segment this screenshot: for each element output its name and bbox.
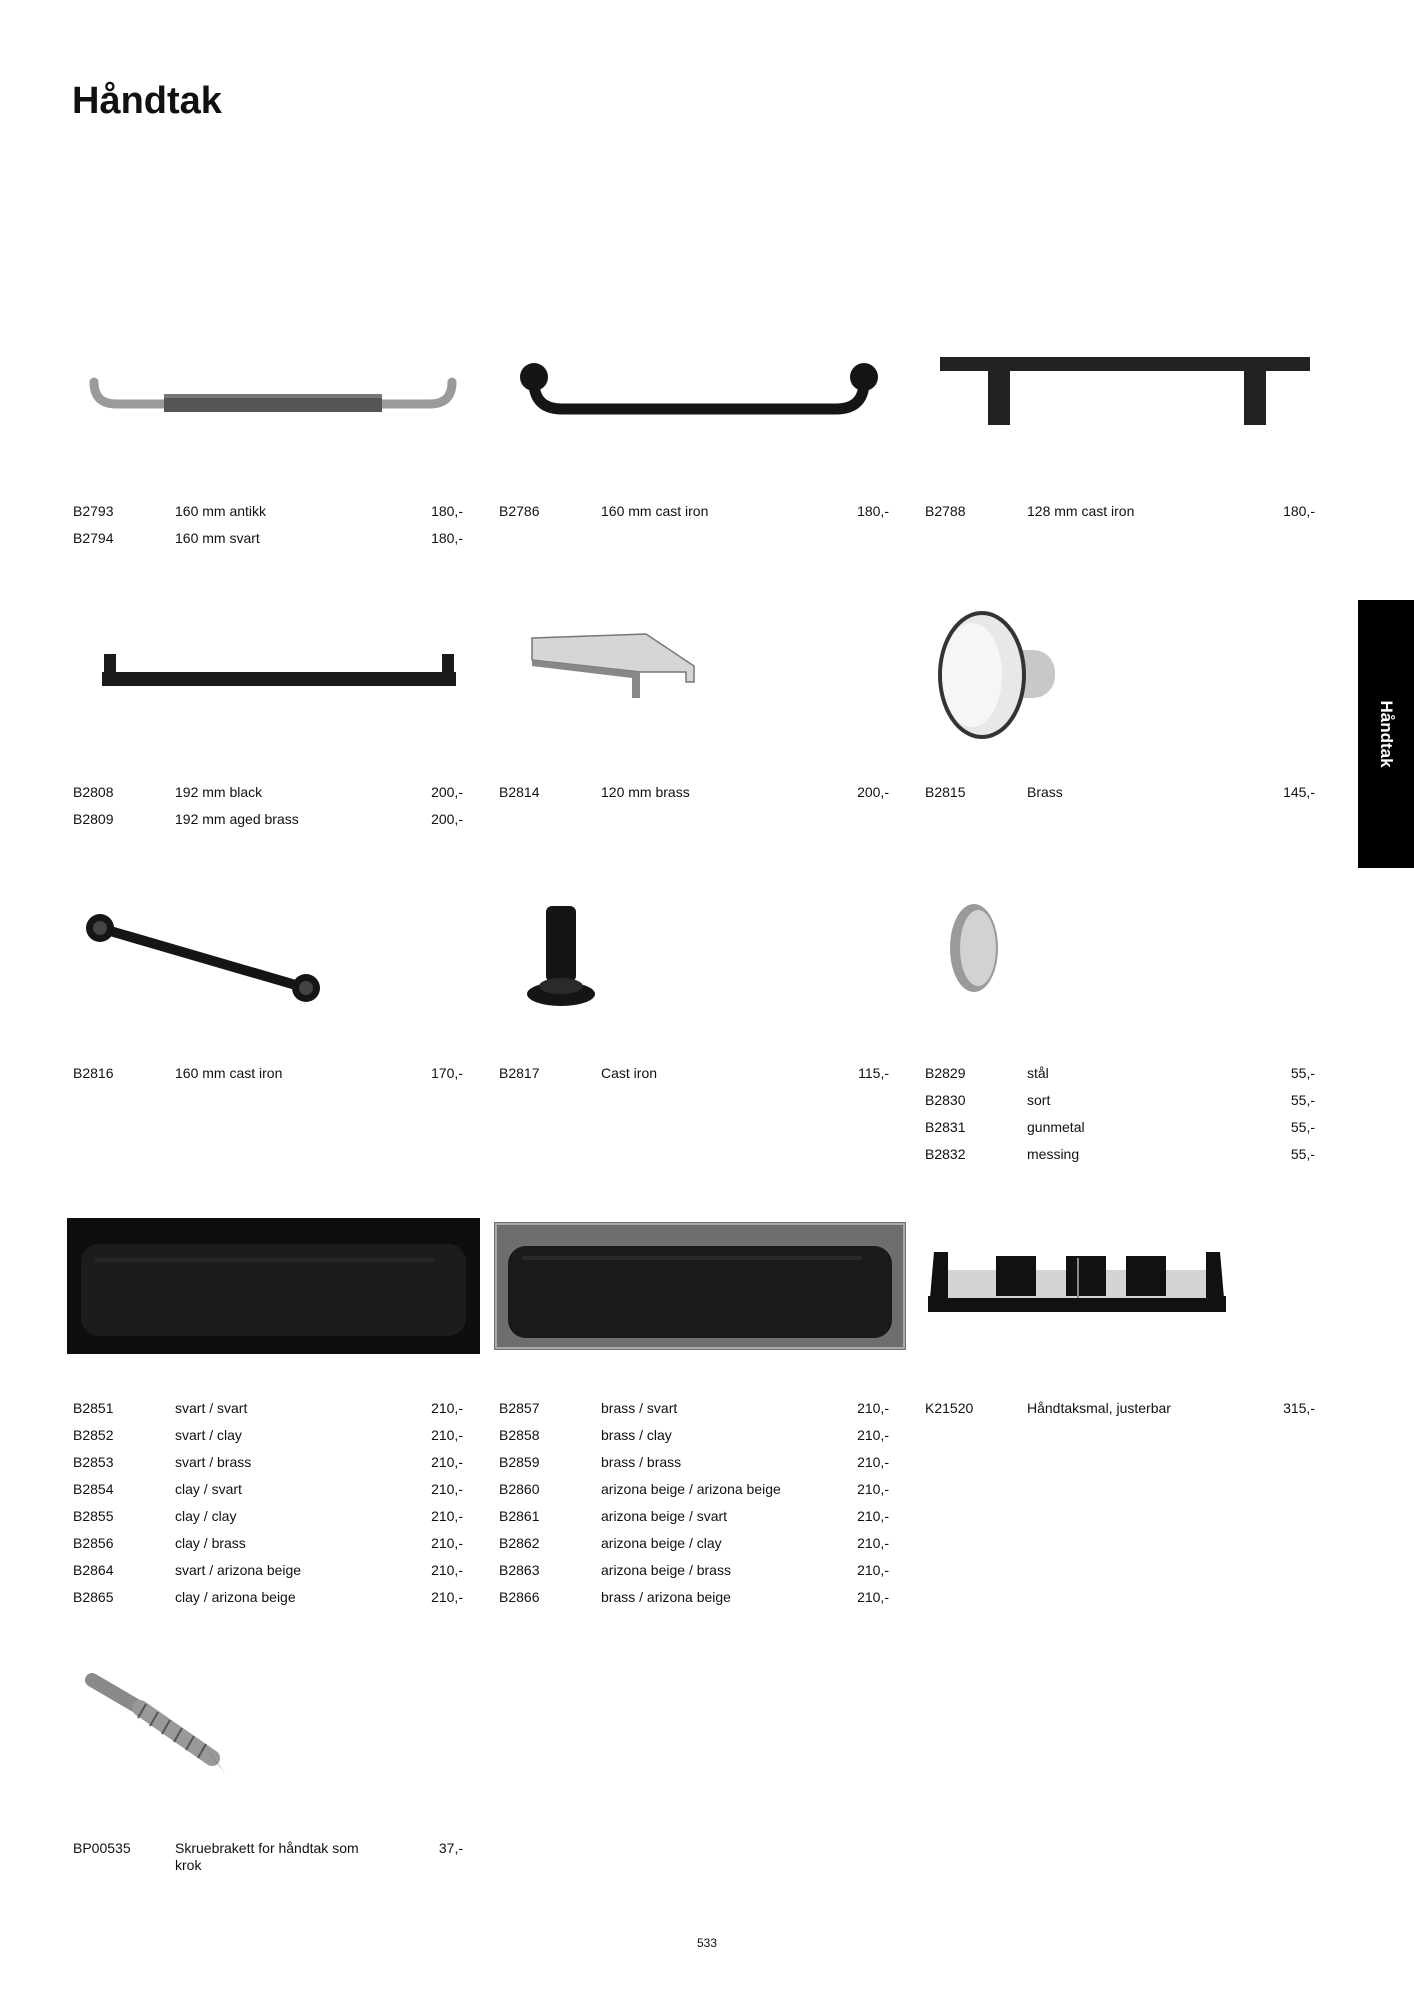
product-price: 170,- xyxy=(431,1065,463,1081)
product-description: Skruebrakett for håndtak som krok xyxy=(175,1840,359,1873)
product-code: B2815 xyxy=(925,784,966,800)
handle-b2814-image xyxy=(526,630,696,702)
product-code: B2859 xyxy=(499,1454,540,1470)
product-row xyxy=(73,1454,463,1481)
product-price: 210,- xyxy=(857,1481,889,1497)
product-code: B2858 xyxy=(499,1427,540,1443)
product-description: stål xyxy=(1027,1065,1049,1081)
product-price: 210,- xyxy=(857,1400,889,1416)
product-code: B2855 xyxy=(73,1508,114,1524)
product-description: clay / arizona beige xyxy=(175,1589,296,1605)
product-code: B2831 xyxy=(925,1119,966,1135)
product-row xyxy=(499,1535,889,1562)
product-list-b2786 xyxy=(499,503,889,530)
product-list-b2808 xyxy=(73,784,463,838)
product-description: svart / clay xyxy=(175,1427,242,1443)
product-row xyxy=(73,1427,463,1454)
product-code: B2793 xyxy=(73,503,114,519)
product-description: svart / svart xyxy=(175,1400,248,1416)
product-list-b2817 xyxy=(499,1065,889,1092)
handle-b2788-image xyxy=(938,355,1312,427)
product-row xyxy=(925,1065,1315,1092)
product-price: 210,- xyxy=(857,1508,889,1524)
handle-b2793-image xyxy=(86,360,460,420)
product-row xyxy=(499,1481,889,1508)
product-description: arizona beige / svart xyxy=(601,1508,728,1524)
product-price: 210,- xyxy=(857,1454,889,1470)
product-description: Brass xyxy=(1027,784,1063,800)
product-row xyxy=(73,1589,463,1616)
product-row xyxy=(73,811,463,838)
product-row xyxy=(925,1146,1315,1173)
product-description: svart / arizona beige xyxy=(175,1562,302,1578)
product-price: 210,- xyxy=(857,1535,889,1551)
handle-b2816-image xyxy=(74,906,330,1006)
product-row xyxy=(73,784,463,811)
product-description: messing xyxy=(1027,1146,1080,1162)
product-description: 192 mm black xyxy=(175,784,263,800)
product-row xyxy=(925,1092,1315,1119)
product-code: B2852 xyxy=(73,1427,114,1443)
product-row xyxy=(73,1508,463,1535)
handle-template-k21520-image xyxy=(926,1248,1228,1328)
knob-b2817-image xyxy=(520,902,602,1016)
product-description: 160 mm antikk xyxy=(175,503,267,519)
product-code: B2861 xyxy=(499,1508,540,1524)
product-code: B2854 xyxy=(73,1481,114,1497)
product-code: BP00535 xyxy=(73,1840,131,1856)
product-row xyxy=(499,1427,889,1454)
product-list-b2814 xyxy=(499,784,889,811)
product-description: Håndtaksmal, justerbar xyxy=(1027,1400,1171,1416)
product-description: gunmetal xyxy=(1027,1119,1085,1135)
product-description: 160 mm cast iron xyxy=(601,503,709,519)
product-price: 200,- xyxy=(857,784,889,800)
product-row xyxy=(499,1065,889,1092)
product-row xyxy=(925,1400,1315,1427)
product-code: B2832 xyxy=(925,1146,966,1162)
product-price: 180,- xyxy=(1283,503,1315,519)
product-code: B2857 xyxy=(499,1400,540,1416)
product-row xyxy=(73,1535,463,1562)
product-code: B2851 xyxy=(73,1400,114,1416)
product-list-b2788 xyxy=(925,503,1315,530)
product-row xyxy=(73,1481,463,1508)
product-description: arizona beige / arizona beige xyxy=(601,1481,781,1497)
product-description: 128 mm cast iron xyxy=(1027,503,1135,519)
product-price: 37,- xyxy=(438,1840,463,1856)
product-description: brass / svart xyxy=(601,1400,678,1416)
product-price: 210,- xyxy=(431,1535,463,1551)
product-price: 210,- xyxy=(857,1427,889,1443)
product-row xyxy=(73,1840,463,1880)
product-code: B2808 xyxy=(73,784,114,800)
product-code: B2856 xyxy=(73,1535,114,1551)
page-title: Håndtak xyxy=(72,80,222,122)
product-code: K21520 xyxy=(925,1400,974,1416)
product-list-b2793 xyxy=(73,503,463,557)
product-description: brass / brass xyxy=(601,1454,682,1470)
product-price: 210,- xyxy=(431,1454,463,1470)
product-list-b2829 xyxy=(925,1065,1315,1173)
product-price: 210,- xyxy=(431,1427,463,1443)
product-description: arizona beige / brass xyxy=(601,1562,731,1578)
product-list-b2816 xyxy=(73,1065,463,1092)
side-section-tab[interactable] xyxy=(1358,600,1414,868)
product-price: 210,- xyxy=(857,1589,889,1605)
product-row xyxy=(499,1454,889,1481)
product-code: B2865 xyxy=(73,1589,114,1605)
product-code: B2817 xyxy=(499,1065,540,1081)
product-description: clay / brass xyxy=(175,1535,246,1551)
product-description: 192 mm aged brass xyxy=(175,811,299,827)
product-code: B2860 xyxy=(499,1481,540,1497)
product-price: 210,- xyxy=(431,1589,463,1605)
product-list-k21520 xyxy=(925,1400,1315,1427)
product-code: B2863 xyxy=(499,1562,540,1578)
product-description: Cast iron xyxy=(601,1065,658,1081)
product-description: arizona beige / clay xyxy=(601,1535,722,1551)
product-price: 180,- xyxy=(431,503,463,519)
product-price: 315,- xyxy=(1283,1400,1315,1416)
recessed-handle-b2857-image xyxy=(494,1222,906,1350)
product-description: svart / brass xyxy=(175,1454,252,1470)
product-description: 160 mm cast iron xyxy=(175,1065,283,1081)
product-row xyxy=(73,1400,463,1427)
product-description: brass / clay xyxy=(601,1427,672,1443)
product-row xyxy=(499,784,889,811)
knob-b2829-image xyxy=(946,900,1002,996)
page-number: 533 xyxy=(696,1936,718,1950)
product-code: B2816 xyxy=(73,1065,114,1081)
product-list-b2815 xyxy=(925,784,1315,811)
product-code: B2830 xyxy=(925,1092,966,1108)
product-price: 55,- xyxy=(1290,1119,1315,1135)
product-list-b2857 xyxy=(499,1400,889,1616)
product-code: B2829 xyxy=(925,1065,966,1081)
product-code: B2786 xyxy=(499,503,540,519)
product-description: clay / svart xyxy=(175,1481,242,1497)
product-price: 180,- xyxy=(431,530,463,546)
product-code: B2862 xyxy=(499,1535,540,1551)
product-price: 210,- xyxy=(431,1481,463,1497)
product-description: brass / arizona beige xyxy=(601,1589,731,1605)
product-price: 55,- xyxy=(1290,1065,1315,1081)
knob-b2815-image xyxy=(920,605,1070,745)
product-price: 200,- xyxy=(431,784,463,800)
product-code: B2788 xyxy=(925,503,966,519)
product-row xyxy=(499,1589,889,1616)
product-row xyxy=(925,1119,1315,1146)
handle-b2786-image xyxy=(512,355,886,425)
product-code: B2794 xyxy=(73,530,114,546)
product-description: 160 mm svart xyxy=(175,530,260,546)
product-description: 120 mm brass xyxy=(601,784,690,800)
product-code: B2809 xyxy=(73,811,114,827)
product-row xyxy=(925,503,1315,530)
product-price: 55,- xyxy=(1290,1146,1315,1162)
product-row xyxy=(499,1508,889,1535)
product-list-bp00535 xyxy=(73,1840,463,1880)
screw-bracket-bp00535-image xyxy=(84,1670,230,1780)
product-price: 210,- xyxy=(431,1400,463,1416)
product-description: sort xyxy=(1027,1092,1051,1108)
product-price: 210,- xyxy=(431,1562,463,1578)
product-row xyxy=(73,530,463,557)
product-code: B2864 xyxy=(73,1562,114,1578)
product-description: clay / clay xyxy=(175,1508,237,1524)
product-row xyxy=(73,503,463,530)
product-price: 210,- xyxy=(431,1508,463,1524)
recessed-handle-b2851-image xyxy=(67,1218,480,1354)
product-code: B2866 xyxy=(499,1589,540,1605)
product-price: 180,- xyxy=(857,503,889,519)
product-price: 55,- xyxy=(1290,1092,1315,1108)
product-row xyxy=(499,503,889,530)
product-price: 115,- xyxy=(858,1065,889,1081)
product-price: 145,- xyxy=(1283,784,1315,800)
product-row xyxy=(73,1562,463,1589)
product-code: B2853 xyxy=(73,1454,114,1470)
handle-b2808-image xyxy=(100,650,458,700)
product-code: B2814 xyxy=(499,784,540,800)
product-row xyxy=(73,1065,463,1092)
product-row xyxy=(499,1400,889,1427)
product-price: 200,- xyxy=(431,811,463,827)
product-row xyxy=(925,784,1315,811)
product-row xyxy=(499,1562,889,1589)
product-price: 210,- xyxy=(857,1562,889,1578)
product-list-b2851 xyxy=(73,1400,463,1616)
side-tab-label: Håndtak xyxy=(1377,700,1396,768)
